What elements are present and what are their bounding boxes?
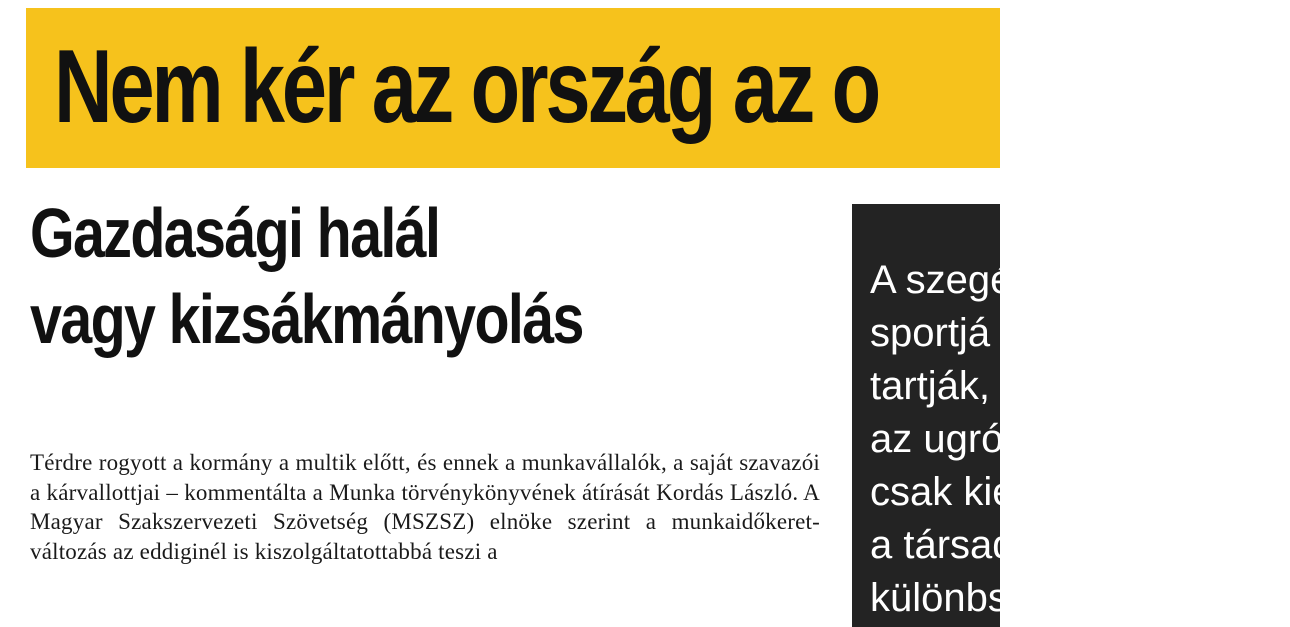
sidebar-line-2: sportjá [870,311,991,355]
article-body: Térdre rogyott a kormány a multik előtt, és ennek a munkavállalók, a saját szavazói a kárvallottjai – kommentálta a Munka törvénykönyvének átírását Kordás László. A Magyar Szakszervezeti Szövetség (MSZSZ) elnöke szerint a munkaidőkeret-változás az eddiginél is kiszolgáltatottabbá teszi a [30,450,820,564]
headline-line-1: Gazdasági halál [30,194,440,272]
sidebar-line-3: tartják, [870,364,991,408]
sidebar-line-1: A szegé [870,258,1013,302]
banner-title: Nem kér az ország az o [54,29,879,145]
sidebar-box [852,204,1015,627]
headline-line-2: vagy kizsákmányolás [30,280,583,358]
sidebar-text [870,254,1290,625]
sidebar-line-6: a társad [870,523,1015,567]
sidebar-line-4: az ugró [870,417,1004,461]
headline-banner [26,8,1000,168]
sidebar-line-7: különbs [870,576,1008,620]
article [30,190,820,564]
article-headline [30,190,817,362]
sidebar-line-5: csak kie [870,470,1015,514]
